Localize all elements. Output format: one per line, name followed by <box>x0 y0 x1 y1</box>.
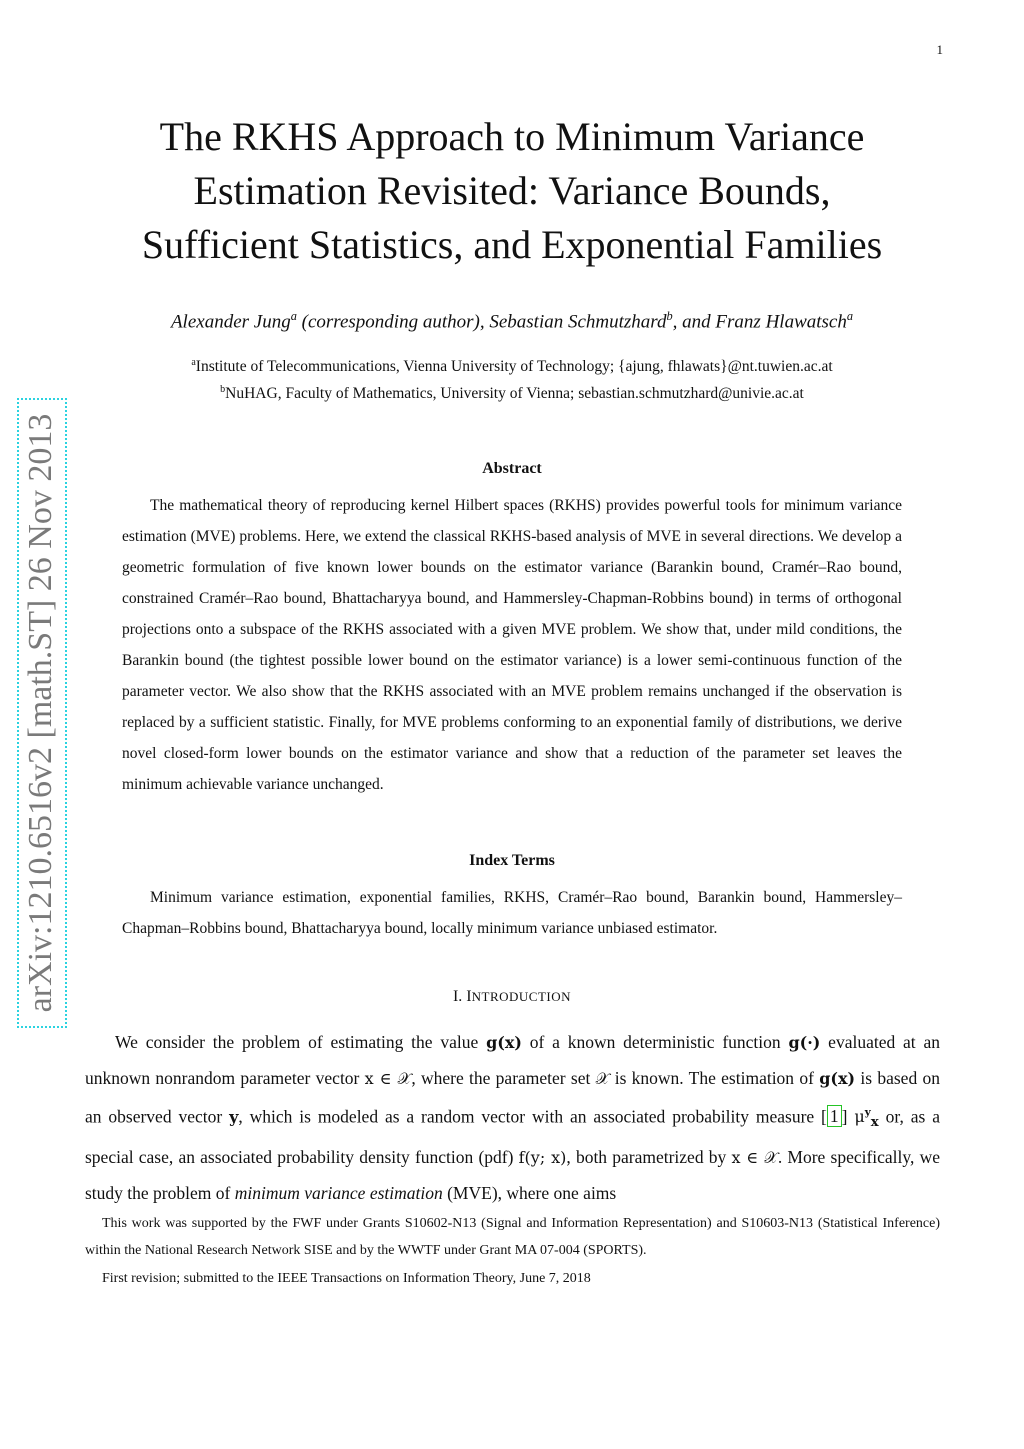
title-line-1: The RKHS Approach to Minimum Variance <box>159 114 865 159</box>
index-terms-heading: Index Terms <box>469 852 555 869</box>
index-terms-text: Minimum variance estimation, exponential families, RKHS, Cramér–Rao bound, Barankin bound, Hammersley–Chapman–Robbins bound, Bhattacharyya bound, locally minimum variance unbiased estimator. <box>122 889 902 937</box>
abstract-text: The mathematical theory of reproducing kernel Hilbert spaces (RKHS) provides powerful tools for minimum variance estimation (MVE) problems. Here, we extend the classical RKHS-based analysis of MVE in several directions. We develop a geometric formulation of five known lower bounds on the estimator variance (Barankin bound, Cramér–Rao bound, constrained Cramér–Rao bound, Bhattacharyya bound, and Hammersley-Chapman-Robbins bound) in terms of orthogonal projections onto a subspace of the RKHS associated with a given MVE problem. We show that, under mild conditions, the Barankin bound (the tightest possible lower bound on the estimator variance) is a lower semi-continuous function of the parameter vector. We also show that the RKHS associated with an MVE problem remains unchanged if the observation is replaced by a sufficient statistic. Finally, for MVE problems conforming to an exponential family of distributions, we derive novel closed-form lower bounds on the estimator variance and show that a reduction of the parameter set leaves the minimum achievable variance unchanged. <box>122 497 902 793</box>
introduction-heading: I. INTRODUCTION <box>452 988 572 1005</box>
title-line-2: Estimation Revisited: Variance Bounds, <box>193 168 831 213</box>
paper-title <box>100 110 924 272</box>
author-1: Alexander Jung <box>170 311 291 333</box>
page-number: 1 <box>936 42 943 57</box>
author-list: Alexander Jung$^a$ (corresponding author), Sebastian Schmutzhard$^b$, and Franz Hlawatsch$^a$ <box>170 309 854 333</box>
title-line-3: Sufficient Statistics, and Exponential Families <box>141 222 883 267</box>
introduction-paragraph: We consider the problem of estimating the value g(x) of a known deterministic function g(·) evaluated at an unknown nonrandom parameter vector x ∈ 𝒳, where the parameter set 𝒳 is known. The estimation of g(x) is based on an observed vector y, which is modeled as a random vector with an associated probability measure [ 1 ] $\mu^y_x$ or, as a special case, an associated probability density function (pdf) f(y; x), both parametrized by x ∈ 𝒳. More specifically, we study the problem of minimum variance estimation (MVE), where one aims <box>85 1032 940 1203</box>
abstract-heading: Abstract <box>482 460 542 477</box>
arxiv-identifier[interactable]: arXiv:1210.6516v2 [math.ST] 26 Nov 2013 <box>17 398 67 1028</box>
affiliation-b: $^b$NuHAG, Faculty of Mathematics, University of Vienna; sebastian.schmutzhard@univie.ac.at <box>220 384 804 403</box>
footnote-funding: This work was supported by the FWF under Grants S10602-N13 (Signal and Information Representation) and S10603-N13 (Statistical Inference) within the National Research Network SISE and by the WWTF under Grant MA 07-004 (SPORTS). <box>85 1216 940 1258</box>
citation-link[interactable]: 1 <box>827 1105 842 1127</box>
probability-measure: $\mu^y_x$ <box>854 1107 879 1131</box>
affiliation-a: $^a$Institute of Telecommunications, Vienna University of Technology; {ajung, fhlawats}@nt.tuwien.ac.at <box>191 357 833 376</box>
footnote-revision: First revision; submitted to the IEEE Transactions on Information Theory, June 7, 2018 <box>102 1271 591 1286</box>
